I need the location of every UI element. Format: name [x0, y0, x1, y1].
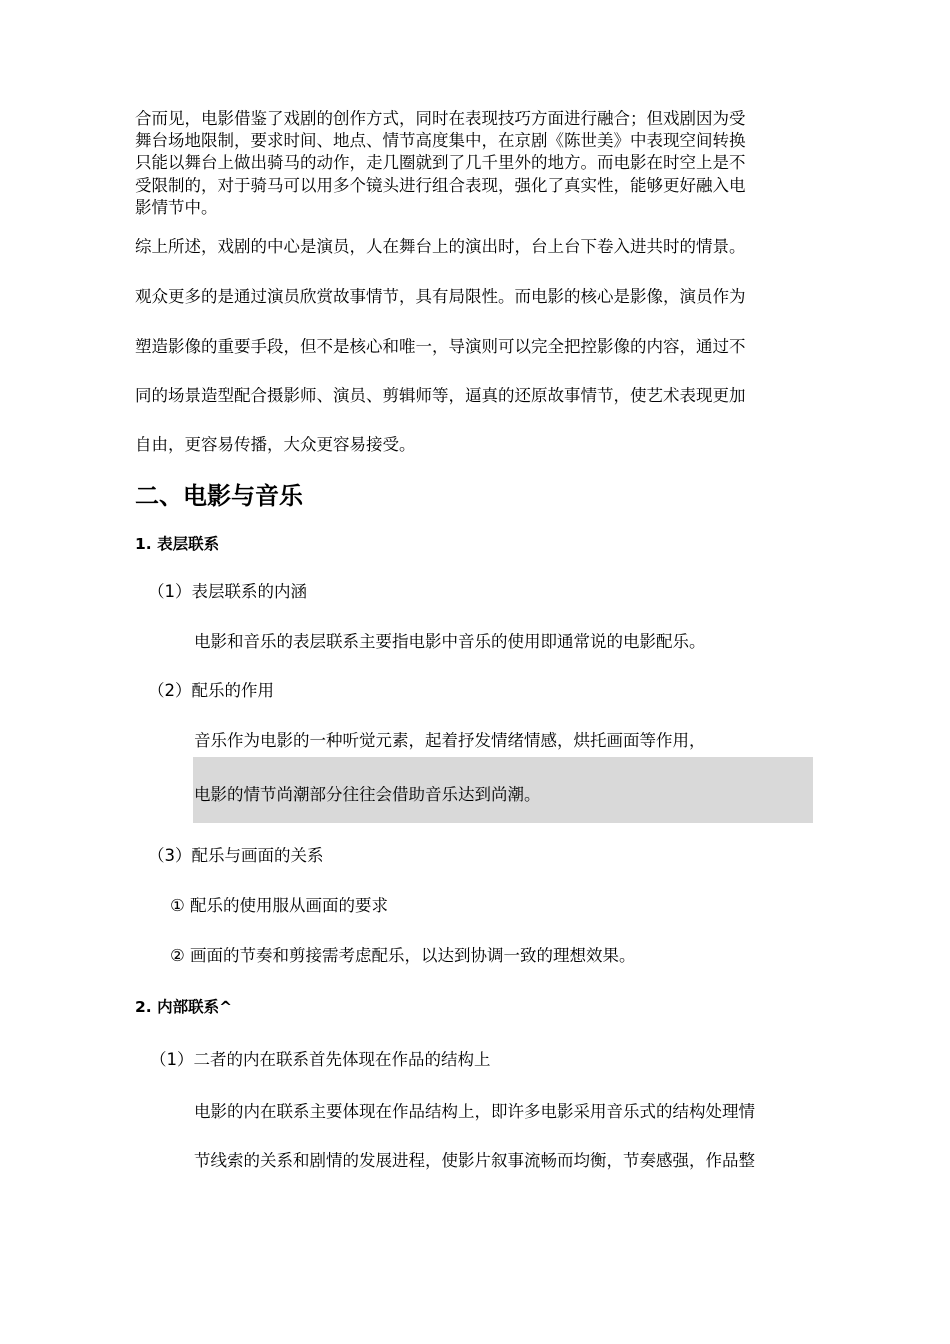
sub2-item-1-title: （1）二者的内在联系首先体现在作品的结构上	[150, 1050, 491, 1069]
summary-line-1: 综上所述，戏剧的中心是演员，人在舞台上的演出时，台上台下卷入进共时的情景。	[135, 237, 746, 256]
subsection-2-title: 2. 内部联系^	[135, 998, 233, 1016]
intro-line-4: 受限制的，对于骑马可以用多个镜头进行组合表现，强化了真实性，能够更好融入电	[135, 175, 746, 195]
item-2-body-line-2: 电影的情节尚潮部分往往会借助音乐达到尚潮。	[194, 785, 541, 804]
intro-paragraph	[135, 108, 815, 219]
sub2-item-1-body-line-2: 节线索的关系和剧情的发展进程，使影片叙事流畅而均衡，节奏感强，作品整	[194, 1151, 755, 1170]
summary-line-4: 同的场景造型配合摄影师、演员、剪辑师等，逼真的还原故事情节，使艺术表现更加	[135, 386, 746, 405]
intro-line-5: 影情节中。	[135, 197, 218, 217]
summary-line-2: 观众更多的是通过演员欣赏故事情节，具有局限性。而电影的核心是影像，演员作为	[135, 287, 746, 306]
item-1-title: （1）表层联系的内涵	[148, 582, 307, 601]
item-1-body: 电影和音乐的表层联系主要指电影中音乐的使用即通常说的电影配乐。	[194, 632, 706, 651]
item-2-body-line-1: 音乐作为电影的一种听觉元素，起着抒发情绪情感，烘托画面等作用，	[194, 731, 706, 750]
item-3-title: （3）配乐与画面的关系	[148, 846, 324, 865]
item-2-title: （2）配乐的作用	[148, 681, 274, 700]
section-heading: 二、电影与音乐	[135, 482, 303, 510]
summary-line-3: 塑造影像的重要手段，但不是核心和唯一，导演则可以完全把控影像的内容，通过不	[135, 337, 746, 356]
item-3-point-1: ① 配乐的使用服从画面的要求	[170, 896, 389, 915]
item-3-point-2: ② 画面的节奏和剪接需考虑配乐，以达到协调一致的理想效果。	[170, 946, 636, 965]
intro-line-3: 只能以舞台上做出骑马的动作，走几圈就到了几千里外的地方。而电影在时空上是不	[135, 153, 746, 173]
intro-line-1: 合而见，电影借鉴了戏剧的创作方式，同时在表现技巧方面进行融合；但戏剧因为受	[135, 109, 746, 128]
summary-line-5: 自由，更容易传播，大众更容易接受。	[135, 435, 416, 454]
sub2-item-1-body-line-1: 电影的内在联系主要体现在作品结构上，即许多电影采用音乐式的结构处理情	[194, 1102, 755, 1121]
subsection-1-title: 1. 表层联系	[135, 535, 220, 553]
intro-line-2: 舞台场地限制，要求时间、地点、情节高度集中，在京剧《陈世美》中表现空间转换	[135, 131, 746, 151]
